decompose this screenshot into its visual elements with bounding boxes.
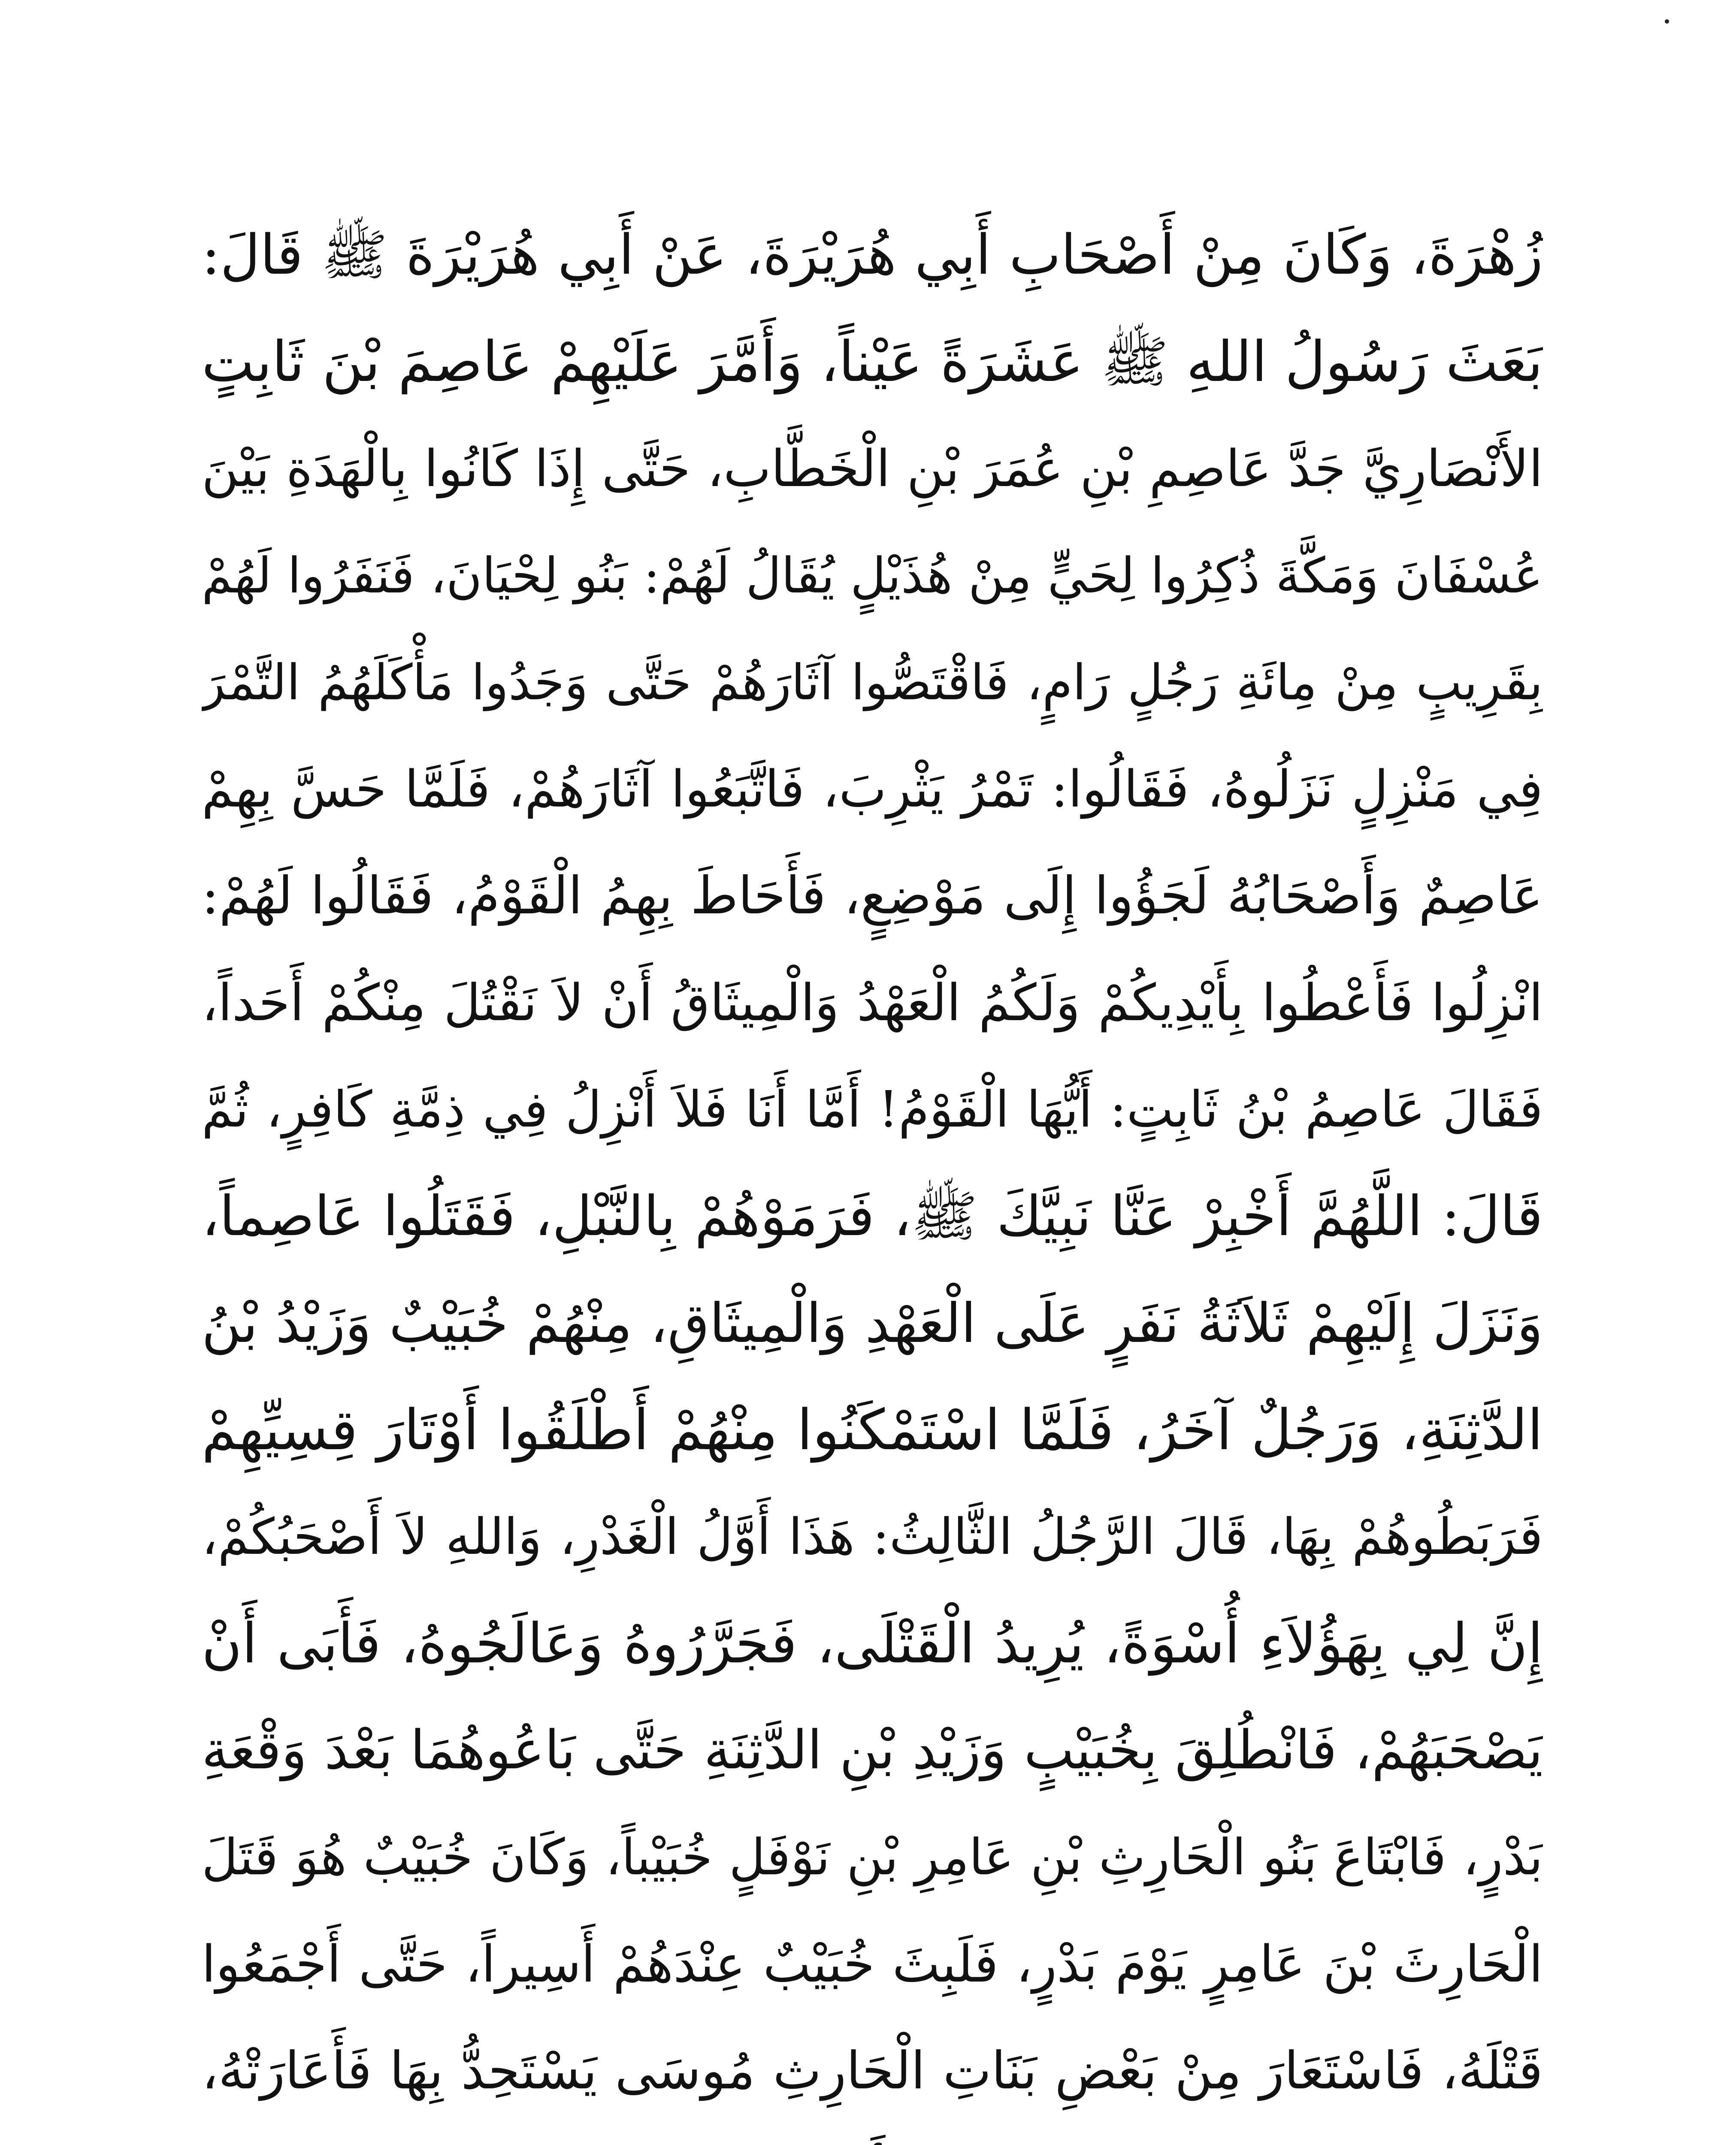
text-line: الدَّثِنَةِ، وَرَجُلٌ آخَرُ، فَلَمَّا اسْتَمْكَنُوا مِنْهُمْ أَطْلَقُوا أَوْتَارَ قِسِيِّهِمْ [202,1397,1543,1462]
text-line: بِقَرِيبٍ مِنْ مِائَةِ رَجُلٍ رَامٍ، فَاقْتَصُّوا آثَارَهُمْ حَتَّى وَجَدُوا مَأْكَلَهُمُ التَّمْرَ [202,654,1543,711]
text-line: عُسْفَانَ وَمَكَّةَ ذُكِرُوا لِحَيٍّ مِنْ هُذَيْلٍ يُقَالُ لَهُمْ: بَنُو لِحْيَانَ، فَنَفَرُوا لَهُمْ [202,547,1543,604]
text-line: الأَنْصَارِيَّ جَدَّ عَاصِمِ بْنِ عُمَرَ بْنِ الْخَطَّابِ، حَتَّى إِذَا كَانُوا بِالْهَدَةِ بَيْنَ [202,439,1543,498]
text-line: انْزِلُوا فَأَعْطُوا بِأَيْدِيكُمْ وَلَكُمُ الْعَهْدُ وَالْمِيثَاقُ أَنْ لاَ نَقْتُلَ مِنْكُمْ أَحَداً، [202,973,1543,1032]
text-line: يَصْحَبَهُمْ، فَانْطُلِقَ بِخُبَيْبٍ وَزَيْدِ بْنِ الدَّثِنَةِ حَتَّى بَاعُوهُمَا بَعْدَ وَقْعَةِ [202,1719,1543,1781]
text-line: الْحَارِثَ بْنَ عَامِرٍ يَوْمَ بَدْرٍ، فَلَبِثَ خُبَيْبٌ عِنْدَهُمْ أَسِيراً، حَتَّى أَجْمَعُوا [202,1934,1543,1994]
text-line: بَدْرٍ، فَابْتَاعَ بَنُو الْحَارِثِ بْنِ عَامِرِ بْنِ نَوْفَلٍ خُبَيْباً، وَكَانَ خُبَيْبٌ هُوَ قَتَلَ [202,1828,1543,1886]
text-line: وَنَزَلَ إِلَيْهِمْ ثَلاَثَةُ نَفَرٍ عَلَى الْعَهْدِ وَالْمِيثَاقِ، مِنْهُمْ خُبَيْبٌ وَزَيْدُ بْنُ [202,1292,1543,1355]
text-line: إِنَّ لِي بِهَؤُلاَءِ أُسْوَةً، يُرِيدُ الْقَتْلَى، فَجَرَّرُوهُ وَعَالَجُوهُ، فَأَبَى أَنْ [202,1612,1543,1676]
text-line: فَقَالَ عَاصِمُ بْنُ ثَابِتٍ: أَيُّهَا الْقَوْمُ! أَمَّا أَنَا فَلاَ أَنْزِلُ فِي ذِمَّةِ كَافِرٍ، ثُمَّ [202,1081,1543,1139]
text-line: قَالَ: اللَّهُمَّ أَخْبِرْ عَنَّا نَبِيَّكَ ﷺ، فَرَمَوْهُمْ بِالنَّبْلِ، فَقَتَلُوا عَاصِماً، [202,1184,1543,1248]
scan-speck [1665,19,1669,24]
text-line [202,2124,1543,2145]
text-line: فَرَبَطُوهُمْ بِهَا، قَالَ الرَّجُلُ الثَّالِثُ: هَذَا أَوَّلُ الْغَدْرِ، وَاللهِ لاَ أَصْحَبُكُمْ، [202,1508,1543,1566]
text-line: فِي مَنْزِلٍ نَزَلُوهُ، فَقَالُوا: تَمْرُ يَثْرِبَ، فَاتَّبَعُوا آثَارَهُمْ، فَلَمَّا حَسَّ بِهِمْ [202,759,1543,819]
text-line: عَاصِمٌ وَأَصْحَابُهُ لَجَؤُوا إِلَى مَوْضِعٍ، فَأَحَاطَ بِهِمُ الْقَوْمُ، فَقَالُوا لَهُمْ: [202,866,1543,926]
body-text [202,202,1543,2145]
text-line: بَعَثَ رَسُولُ اللهِ ﷺ عَشَرَةً عَيْناً، وَأَمَّرَ عَلَيْهِمْ عَاصِمَ بْنَ ثَابِتٍ [202,329,1543,394]
text-line: قَتْلَهُ، فَاسْتَعَارَ مِنْ بَعْضِ بَنَاتِ الْحَارِثِ مُوسَى يَسْتَحِدُّ بِهَا فَأَعَارَتْهُ، [202,2041,1543,2101]
text-line: زُهْرَةَ، وَكَانَ مِنْ أَصْحَابِ أَبِي هُرَيْرَةَ، عَنْ أَبِي هُرَيْرَةَ ﷺ قَالَ: [202,223,1543,287]
